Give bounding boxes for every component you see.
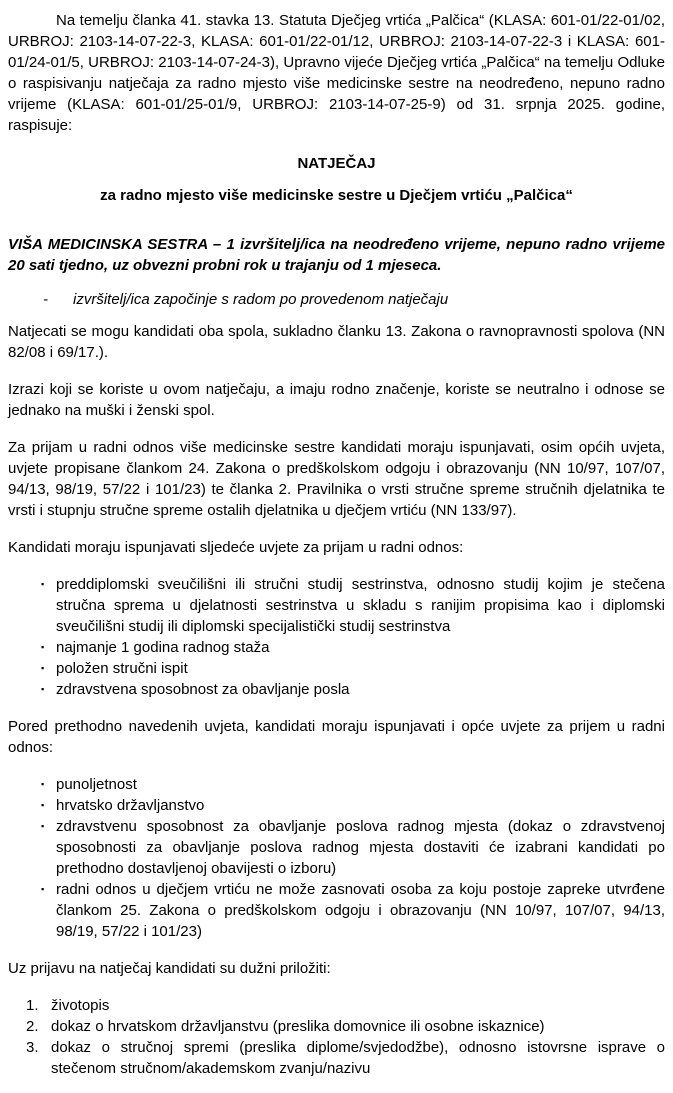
bullet-icon: ▪ — [41, 684, 45, 694]
bullet-icon: ▪ — [41, 579, 45, 589]
paragraph-gender-terms: Izrazi koji se koriste u ovom natječaju, a imaju rodno značenje, koriste se neutralno i odnose se jednako na muški i ženski spol. — [8, 381, 665, 419]
list-item — [8, 679, 665, 700]
bullet-icon: ▪ — [41, 663, 45, 673]
paragraph-requirements-law: Za prijam u radni odnos više medicinske sestre kandidati moraju ispunjavati, osim općih uvjeta, uvjete propisane člankom 24. Zakona o predškolskom odgoju i obrazovanju (NN 10/97, 107/07, 94/13, 98/19, 57/22 i 101/23) te članka 2. Pravilnika o vrsti stručne spreme stručnih djelatnika te vrsti i stupnju stručne spreme ostalih djelatnika u dječjem vrtiću (NN 133/97). — [8, 439, 665, 519]
paragraph-equality: Natjecati se mogu kandidati oba spola, sukladno članku 13. Zakona o ravnopravnosti spolova (NN 82/08 i 69/17.). — [8, 323, 665, 361]
document-subtitle: za radno mjesto više medicinske sestre u Dječjem vrtiću „Palčica“ — [100, 187, 573, 204]
list-item — [8, 1037, 665, 1079]
list-item — [8, 774, 665, 795]
list-item — [8, 995, 665, 1016]
list-item-text: hrvatsko državljanstvo — [56, 797, 205, 814]
list-item-number: 3. — [26, 1039, 39, 1056]
list-item — [8, 879, 665, 942]
list-item — [8, 1016, 665, 1037]
list-item-text: položen stručni ispit — [56, 660, 188, 677]
general-conditions-list — [8, 774, 665, 942]
list-item-text: dokaz o stručnoj spremi (preslika diplome/svjedodžbe), odnosno istovrsne isprave o stečenom stručnom/akademskom zvanju/nazivu — [51, 1039, 665, 1077]
bullet-icon: ▪ — [41, 800, 45, 810]
paragraph-attachments-intro: Uz prijavu na natječaj kandidati su dužni priložiti: — [8, 960, 331, 977]
list-item — [8, 637, 665, 658]
bullet-icon: ▪ — [41, 884, 45, 894]
start-note-text: izvršitelj/ica započinje s radom po provedenom natječaju — [73, 291, 449, 308]
list-item-text: zdravstvena sposobnost za obavljanje posla — [56, 681, 350, 698]
list-item-text: radni odnos u dječjem vrtiću ne može zasnovati osoba za koju postoje zapreke utvrđene člankom 25. Zakona o predškolskom odgoju i obrazovanju (NN 10/97, 107/07, 94/13, 98/19, 57/22 i 101/23) — [56, 881, 665, 940]
dash-icon: - — [43, 291, 48, 308]
list-item — [8, 795, 665, 816]
list-item-text: preddiplomski sveučilišni ili stručni studij sestrinstva, odnosno studij kojim je stečena stručna sprema u djelatnosti sestrinstva u skladu s ranijim propisima kao i diplomski sveučilišni studij ili diplomski specijalistički studij sestrinstva — [56, 576, 665, 635]
intro-paragraph: Na temelju članka 41. stavka 13. Statuta Dječjeg vrtića „Palčica“ (KLASA: 601-01/22-01/02, URBROJ: 2103-14-07-22-3, KLASA: 601-01/22-01/12, URBROJ: 2103-14-07-22-3 i KLASA: 601-01/24-01/5, URBROJ: 2103-14-07-24-3), Upravno vijeće Dječjeg vrtića „Palčica“ na temelju Odluke o raspisivanju natječaja za radno mjesto više medicinske sestre na neodređeno, nepuno radno vrijeme (KLASA: 601-01/25-01/9, URBROJ: 2103-14-07-25-9) od 31. srpnja 2025. godine, raspisuje: — [8, 12, 665, 134]
list-item-text: životopis — [51, 997, 110, 1014]
list-item — [8, 658, 665, 679]
list-item — [8, 574, 665, 637]
document-title: NATJEČAJ — [297, 155, 376, 172]
attachments-list — [8, 995, 665, 1079]
position-statement: VIŠA MEDICINSKA SESTRA – 1 izvršitelj/ica na neodređeno vrijeme, nepuno radno vrijeme 20 sati tjedno, uz obvezni probni rok u trajanju od 1 mjeseca. — [8, 236, 665, 274]
start-note — [8, 289, 665, 310]
list-item-number: 2. — [26, 1018, 39, 1035]
list-item-text: zdravstvenu sposobnost za obavljanje poslova radnog mjesta (dokaz o zdravstvenoj sposobnosti za obavljanje poslova radnog mjesta dostaviti će izabrani kandidati po prethodno dostavljenoj obavijesti o izboru) — [56, 818, 665, 877]
list-item-number: 1. — [26, 997, 39, 1014]
list-item — [8, 816, 665, 879]
paragraph-general-conditions-intro: Pored prethodno navedenih uvjeta, kandidati moraju ispunjavati i opće uvjete za prijem u radni odnos: — [8, 718, 665, 756]
paragraph-conditions-intro: Kandidati moraju ispunjavati sljedeće uvjete za prijam u radni odnos: — [8, 539, 464, 556]
bullet-icon: ▪ — [41, 779, 45, 789]
bullet-icon: ▪ — [41, 821, 45, 831]
conditions-list — [8, 574, 665, 700]
bullet-icon: ▪ — [41, 642, 45, 652]
list-item-text: dokaz o hrvatskom državljanstvu (preslika domovnice ili osobne iskaznice) — [51, 1018, 545, 1035]
list-item-text: punoljetnost — [56, 776, 137, 793]
list-item-text: najmanje 1 godina radnog staža — [56, 639, 270, 656]
